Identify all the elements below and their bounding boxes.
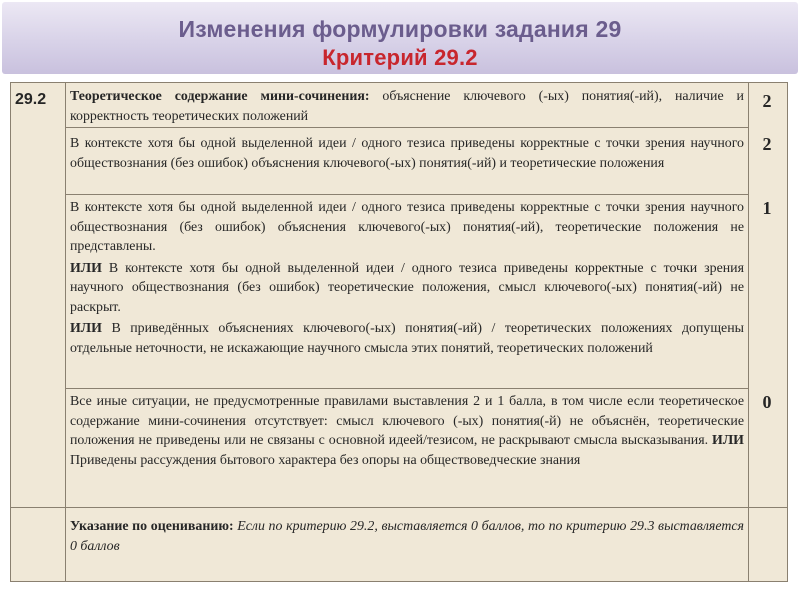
row-divider	[65, 388, 748, 389]
criterion-row-1	[70, 198, 744, 358]
criterion-code: 29.2	[15, 91, 47, 108]
criterion-row-2	[70, 134, 744, 173]
score-value: 2	[762, 91, 772, 111]
criteria-table	[10, 82, 788, 582]
criterion-heading	[70, 87, 744, 126]
row-divider	[65, 194, 748, 195]
criterion-heading-lead: Теоретическое содержание мини-сочинения:	[70, 89, 370, 104]
alternative-text: В приведённых объяснениях ключевого(-ых) понятия(-ий) / теоретических положениях допущены отдельные неточности, не искажающие научного смысла этих понятий, теоретических положений	[70, 321, 744, 356]
row-divider	[11, 507, 787, 508]
or-label: ИЛИ	[712, 433, 744, 448]
row-1-alternative-2	[70, 319, 744, 358]
or-label: ИЛИ	[70, 321, 102, 336]
score-value: 0	[762, 392, 772, 412]
alternative-text: В контексте хотя бы одной выделенной идеи / одного тезиса приведены корректные с точки зрения научного обществознания (без ошибок) теоретические положения, смысл ключевого(-ых) понятия(-ий) не раскрыт.	[70, 260, 744, 315]
or-label: ИЛИ	[70, 260, 102, 276]
grading-note-label: Указание по оцениванию:	[70, 519, 234, 534]
row-1-text: В контексте хотя бы одной выделенной идеи / одного тезиса приведены корректные с точки зрения научного обществознания (без ошибок) объяснения ключевого(-ых) понятия(-ий), теоретические положения не представлены.	[70, 200, 744, 254]
page-subtitle: Критерий 29.2	[322, 45, 478, 70]
row-0-text: Все иные ситуации, не предусмотренные правилами выставления 2 и 1 балла, в том числе если теоретическое содержание мини-сочинения отсутствует: смысл ключевого (-ых) понятия(-й) не объяснён, теоретические положения не приведены или не связаны с основной идеей/тезисом, не раскрывают смысла высказывания.	[70, 394, 744, 448]
row-2-text: В контексте хотя бы одной выделенной идеи / одного тезиса приведены корректные с точки зрения научного обществознания (без ошибок) объяснения ключевого(-ых) понятия(-ий) и теоретические положения	[70, 136, 744, 171]
row-0-text-2: Приведены рассуждения бытового характера без опоры на обществоведческие знания	[70, 452, 581, 468]
row-divider	[65, 127, 748, 128]
score-value: 2	[762, 134, 772, 154]
grading-note	[70, 517, 744, 556]
score-value: 1	[762, 198, 772, 218]
grading-note-text: Если по критерию 29.2, выставляется 0 баллов, то по критерию 29.3 выставляется 0 баллов	[70, 519, 744, 554]
page-title: Изменения формулировки задания 29	[178, 16, 622, 42]
criterion-row-0	[70, 392, 744, 470]
criterion-heading-text: объяснение ключевого (-ых) понятия(-ий), наличие и корректность теоретических положений	[70, 89, 744, 124]
row-1-alternative-1	[70, 259, 744, 318]
